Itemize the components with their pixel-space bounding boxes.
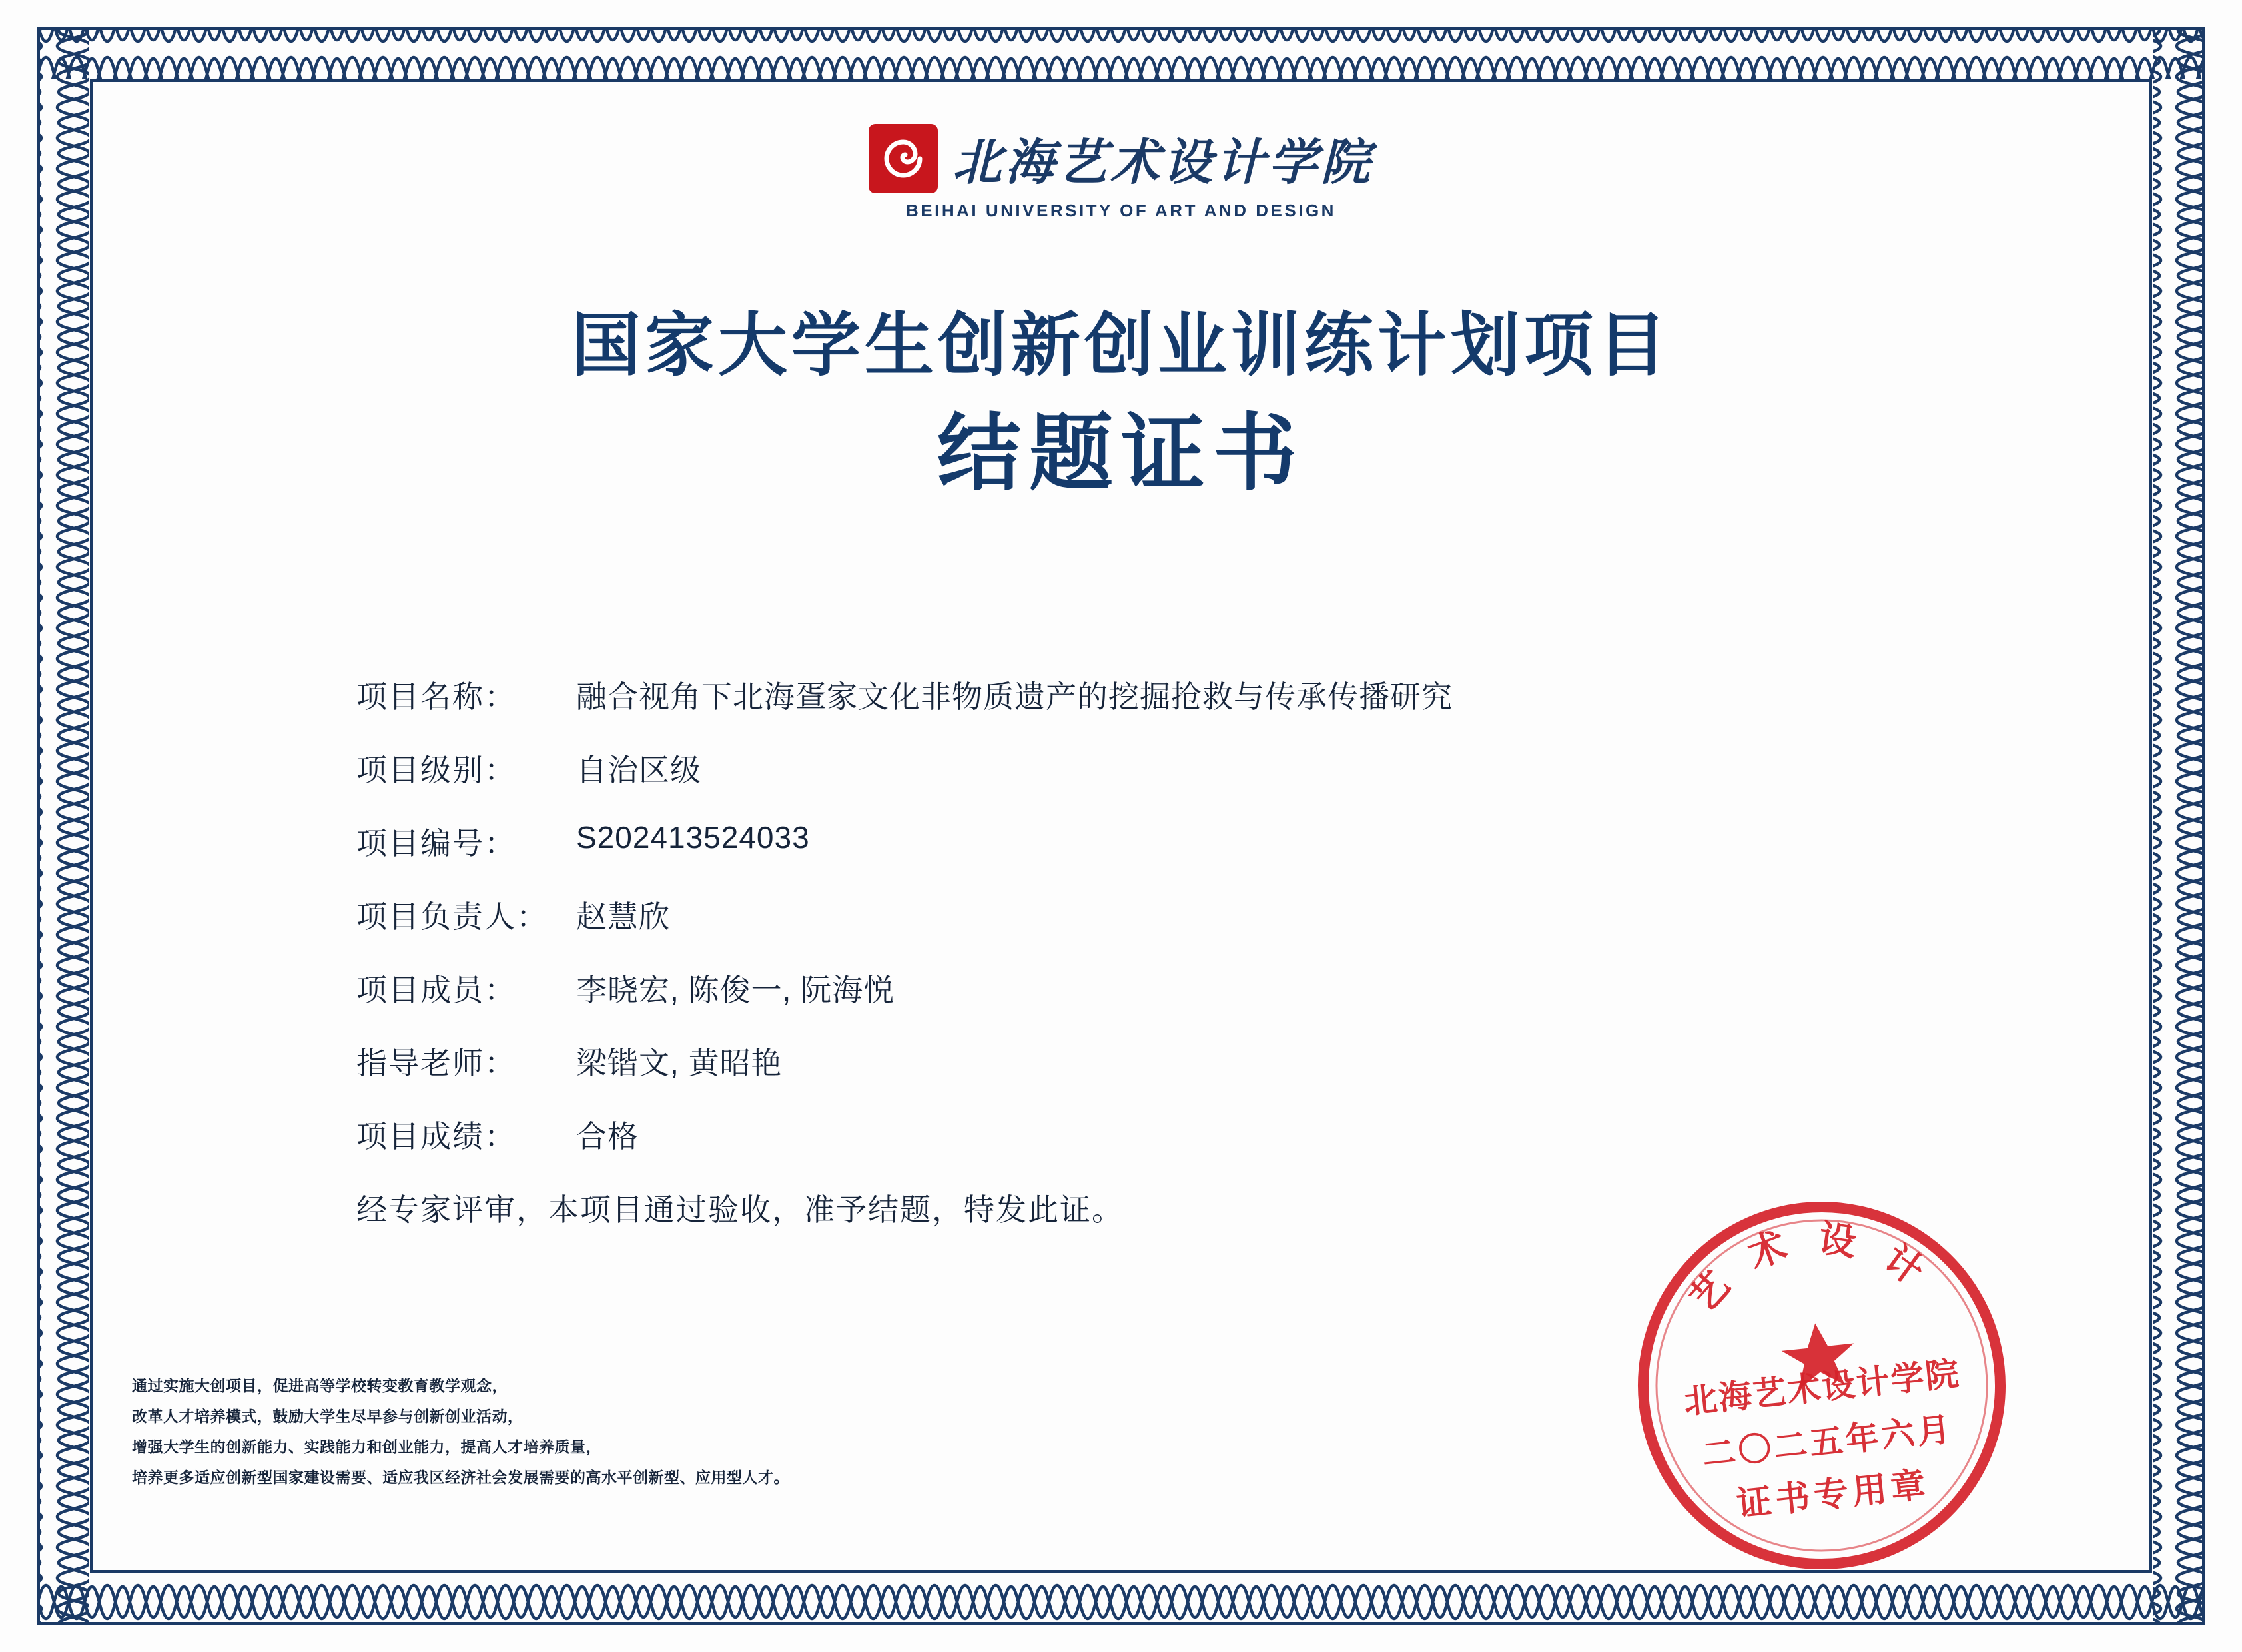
field-project-name xyxy=(356,673,1955,717)
official-seal xyxy=(1595,1158,2048,1612)
seal-arc-text: 艺 术 设 计 xyxy=(1682,1218,1939,1320)
field-value: 李晓宏, 陈俊一, 阮海悦 xyxy=(576,973,895,1007)
field-value: 赵慧欣 xyxy=(576,899,670,934)
footer-note-line-2: 改革人才培养模式，鼓励大学生尽早参与创新创业活动， xyxy=(132,1408,524,1425)
institution-name-cn: 北海艺术设计学院 xyxy=(952,136,1373,191)
certificate-title-main: 国家大学生创新创业训练计划项目 xyxy=(571,308,1671,384)
certificate-fields xyxy=(356,673,1955,1230)
seal-date: 二〇二五年六月 xyxy=(1700,1410,1955,1474)
field-value: 合格 xyxy=(576,1119,639,1154)
field-label: 项目成员： xyxy=(356,973,516,1007)
field-label: 项目成绩： xyxy=(356,1119,516,1154)
field-project-level xyxy=(356,746,1955,790)
footer-note-line-3: 增强大学生的创新能力、实践能力和创业能力，提高人才培养质量， xyxy=(132,1439,601,1455)
field-advisors xyxy=(356,1039,1955,1083)
field-value: 融合视角下北海疍家文化非物质遗产的挖掘抢救与传承传播研究 xyxy=(576,679,1453,714)
field-label: 项目负责人： xyxy=(356,899,548,934)
footer-note-line-1: 通过实施大创项目，促进高等学校转变教育教学观念， xyxy=(132,1378,508,1394)
field-project-number xyxy=(356,819,1955,863)
field-value: 梁锴文, 黄昭艳 xyxy=(576,1046,783,1080)
certificate-title-sub: 结题证书 xyxy=(937,408,1305,501)
footer-note xyxy=(132,1371,998,1493)
field-value: 自治区级 xyxy=(576,753,701,787)
field-label: 项目名称： xyxy=(356,679,516,714)
field-grade xyxy=(356,1112,1955,1156)
field-project-leader xyxy=(356,893,1955,937)
institution-logo-block xyxy=(0,123,2242,221)
seal-center-name: 北海艺术设计学院 xyxy=(1682,1354,1962,1421)
seal-type: 证书专用章 xyxy=(1735,1466,1932,1525)
title-block xyxy=(0,303,2242,505)
swirl-wave-logo-icon xyxy=(869,124,938,193)
institution-name-en: BEIHAI UNIVERSITY OF ART AND DESIGN xyxy=(906,201,1336,220)
field-label: 项目级别： xyxy=(356,753,516,787)
field-label: 指导老师： xyxy=(356,1046,516,1080)
certificate-statement: 经专家评审，本项目通过验收，准予结题，特发此证。 xyxy=(356,1192,1124,1227)
field-project-members xyxy=(356,966,1955,1010)
footer-note-line-4: 培养更多适应创新型国家建设需要、适应我区经济社会发展需要的高水平创新型、应用型人才。 xyxy=(132,1469,789,1486)
field-value: S202413524033 xyxy=(576,820,810,855)
field-label: 项目编号： xyxy=(356,826,516,861)
